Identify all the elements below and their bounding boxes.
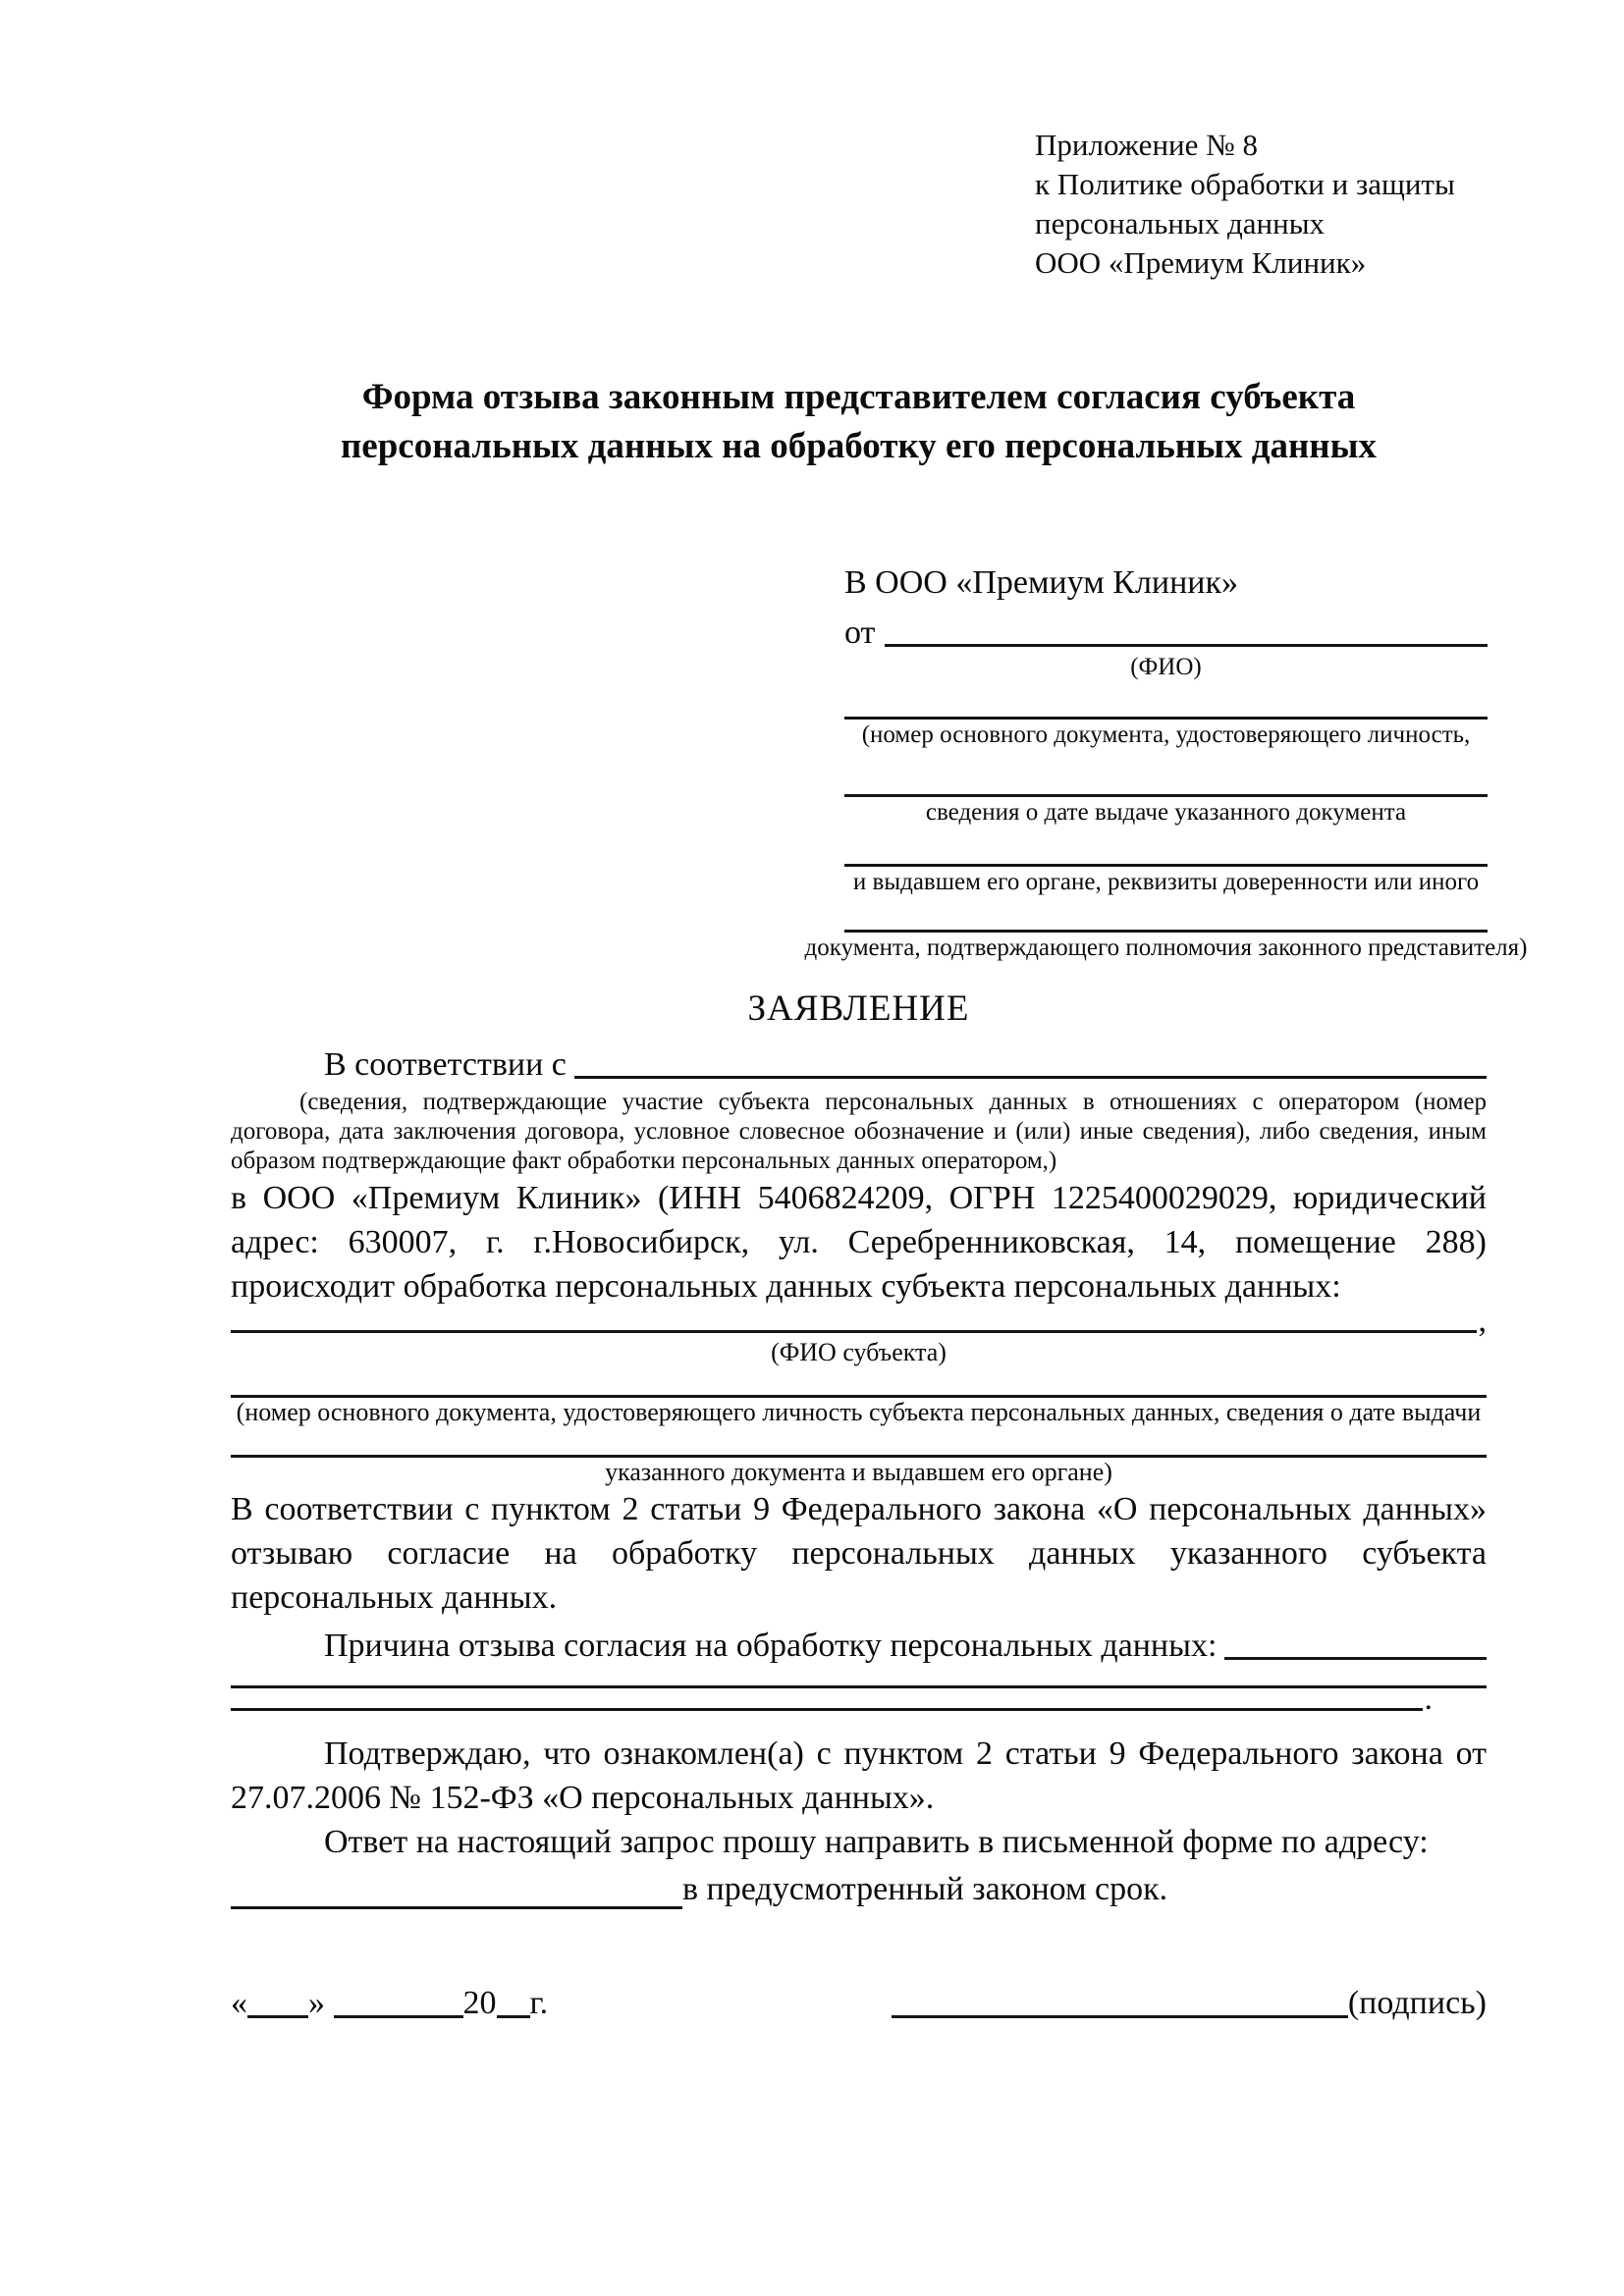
addressee-organization: В ООО «Премиум Клиник» (844, 564, 1239, 601)
subject-document-caption-2: указанного документа и выдавшем его органе) (605, 1458, 1112, 1486)
date-quote-open: « (231, 1985, 247, 2021)
date-year-suffix: г. (529, 1985, 549, 2021)
reason-label: Причина отзыва согласия на обработку персональных данных: (324, 1628, 1218, 1664)
addressee-block (804, 561, 1528, 962)
reason-blank-line-2 (231, 1708, 1423, 1711)
appendix-block (1035, 126, 1487, 283)
subject-fio-comma: , (1478, 1303, 1487, 1339)
appendix-line-1: Приложение № 8 (1035, 128, 1258, 162)
fio-caption: (ФИО) (1130, 654, 1202, 680)
withdraw-paragraph: В соответствии с пунктом 2 статьи 9 Федерального закона «О персональных данных» отзываю согласие на обработку персональных данных указанного субъекта персональных данных. (231, 1491, 1487, 1616)
from-label: от (844, 614, 876, 651)
date-field (231, 1980, 548, 2027)
reason-row (231, 1620, 1487, 1665)
issue-date-caption: сведения о дате выдаче указанного документа (925, 799, 1407, 826)
issuing-authority-caption: и выдавшем его органе, реквизиты доверенности или иного (852, 869, 1480, 895)
subject-fio-row (231, 1303, 1487, 1339)
appendix-line-2: к Политике обработки и защиты (1035, 167, 1455, 201)
issue-date-blank-line (844, 749, 1488, 797)
document-title: Форма отзыва законным представителем согласия субъекта персональных данных на обработку его персональных данных (340, 377, 1377, 466)
issuing-authority-blank-line (844, 827, 1488, 867)
statement-heading: ЗАЯВЛЕНИЕ (747, 988, 970, 1029)
reply-tail: в предусмотренный законом срок. (682, 1871, 1168, 1907)
date-quote-close: » (308, 1985, 325, 2021)
date-year-blank (497, 1982, 530, 2018)
from-row (844, 613, 1488, 652)
reply-address-row (231, 1864, 1487, 1909)
appendix-line-4: ООО «Премиум Клиник» (1035, 245, 1367, 280)
date-day-blank (247, 1982, 308, 2018)
confirm-paragraph: Подтверждаю, что ознакомлен(а) с пунктом 2 статьи 9 Федерального закона от 27.07.2006 № 152-ФЗ «О персональных данных». (231, 1735, 1487, 1816)
reason-blank-row-2 (231, 1681, 1487, 1717)
signature-field (892, 1980, 1487, 2027)
contract-details-note: (сведения, подтверждающие участие субъекта персональных данных в отношениях с оператором (номер договора, дата заключения договора, условное словесное обозначение и (или) иные сведения), либо сведения, иным образом подтверждающие факт обработки персональных данных оператором,) (231, 1089, 1487, 1174)
appendix-line-3: персональных данных (1035, 206, 1326, 240)
reply-address-blank-line (231, 1873, 682, 1909)
representative-authority-blank-line (844, 896, 1488, 933)
accordance-row (231, 1039, 1487, 1084)
representative-authority-caption: документа, подтверждающего полномочия законного представителя) (804, 934, 1528, 961)
reply-paragraph: Ответ на настоящий запрос прошу направить в письменной форме по адресу: (324, 1824, 1429, 1860)
document-number-blank-line (844, 681, 1488, 720)
subject-document-blank-line-1 (231, 1367, 1487, 1398)
date-month-blank (334, 1982, 463, 2018)
accordance-label: В соответствии с (324, 1046, 567, 1083)
document-number-caption: (номер основного документа, удостоверяющего личность, (861, 721, 1471, 748)
signature-caption: (подпись) (1347, 1985, 1487, 2021)
subject-fio-caption: (ФИО субъекта) (771, 1338, 947, 1366)
subject-fio-blank-line (231, 1330, 1477, 1333)
operator-paragraph: в ООО «Премиум Клиник» (ИНН 5406824209, ОГРН 1225400029029, юридический адрес: 630007, г. г.Новосибирск, ул. Серебренниковская, 14, помещение 288) происходит обработка персональных данных субъекта персональных данных: (231, 1180, 1487, 1305)
subject-document-caption-1: (номер основного документа, удостоверяющего личность субъекта персональных данных, сведения о дате выдачи (236, 1398, 1482, 1426)
subject-document-blank-line-2 (231, 1427, 1487, 1458)
accordance-blank-line (574, 1076, 1487, 1079)
footer-row (231, 1980, 1487, 2027)
date-year-prefix: 20 (462, 1985, 497, 2021)
from-blank-line (885, 644, 1488, 647)
reason-blank-line-short (1224, 1657, 1487, 1660)
signature-blank-line (892, 1982, 1348, 2018)
reason-period: . (1424, 1681, 1433, 1717)
